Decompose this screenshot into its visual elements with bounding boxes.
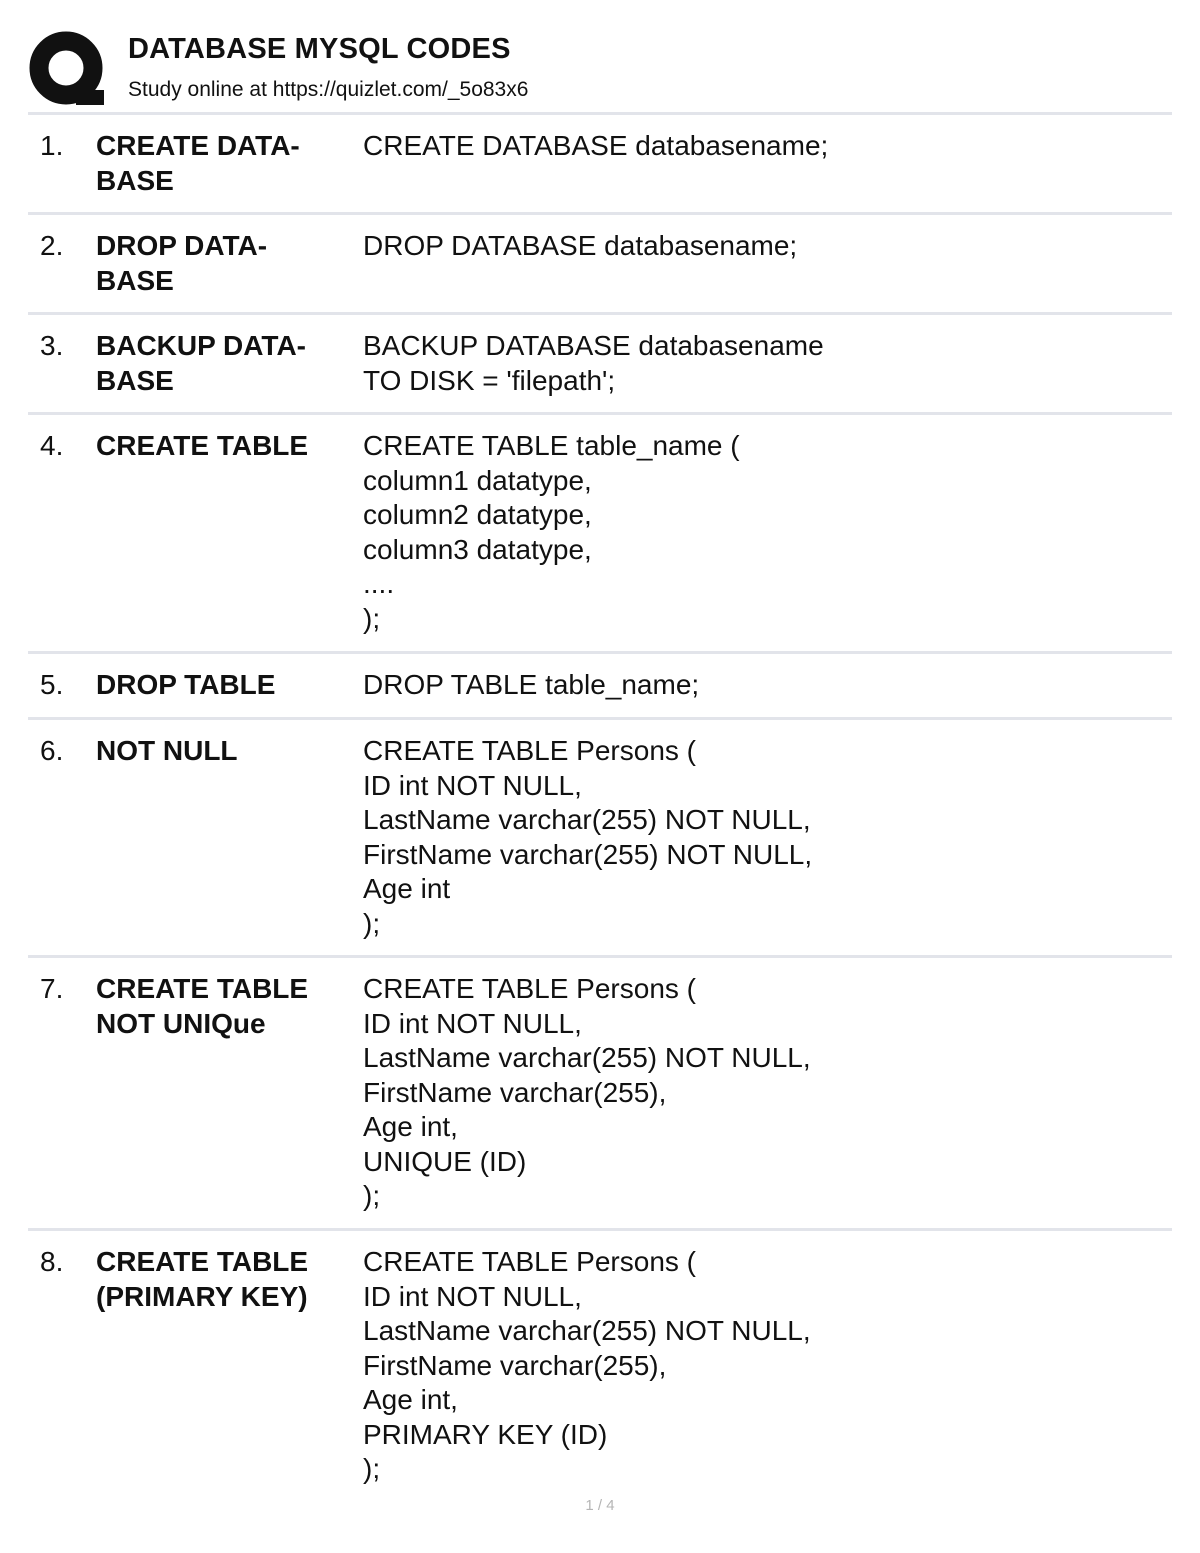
card-definition: DROP DATABASE databasename; <box>363 230 798 261</box>
flashcard-row <box>28 215 1172 315</box>
card-definition: DROP TABLE table_name; <box>363 669 700 700</box>
flashcard-row <box>28 720 1172 958</box>
card-term: CREATE TABLE NOT UNIQue <box>96 973 309 1039</box>
card-definition: CREATE TABLE table_name ( column1 datatype, column2 datatype, column3 datatype, .... ); <box>363 430 740 634</box>
page-header <box>28 28 1172 112</box>
card-term: CREATE TABLE <box>96 430 309 461</box>
flashcard-row <box>28 958 1172 1231</box>
card-number: 6. <box>40 735 64 766</box>
page-title: DATABASE MYSQL CODES <box>128 33 511 65</box>
card-number: 4. <box>40 430 64 461</box>
page-indicator: 1 / 4 <box>585 1497 615 1514</box>
card-definition: BACKUP DATABASE databasename TO DISK = 'filepath'; <box>363 330 824 396</box>
card-number: 2. <box>40 230 64 261</box>
card-number: 8. <box>40 1246 64 1277</box>
flashcard-row <box>28 415 1172 654</box>
card-term: BACKUP DATA- BASE <box>96 330 306 396</box>
card-number: 1. <box>40 130 64 161</box>
card-definition: CREATE TABLE Persons ( ID int NOT NULL, LastName varchar(255) NOT NULL, FirstName varchar(255), Age int, PRIMARY KEY (ID) ); <box>363 1246 811 1484</box>
card-term: DROP TABLE <box>96 669 276 700</box>
card-term: CREATE TABLE (PRIMARY KEY) <box>96 1246 309 1312</box>
card-number: 5. <box>40 669 64 700</box>
card-definition: CREATE DATABASE databasename; <box>363 130 829 161</box>
card-term: CREATE DATA- BASE <box>96 130 300 196</box>
flashcard-row <box>28 115 1172 215</box>
card-number: 7. <box>40 973 64 1004</box>
card-number: 3. <box>40 330 64 361</box>
card-term: NOT NULL <box>96 735 238 766</box>
card-term: DROP DATA- BASE <box>96 230 268 296</box>
quizlet-logo-icon <box>28 30 108 110</box>
flashcard-list <box>28 112 1172 1493</box>
flashcard-row <box>28 315 1172 415</box>
study-link-text: Study online at https://quizlet.com/_5o83x6 <box>128 78 529 101</box>
flashcard-row <box>28 654 1172 720</box>
card-definition: CREATE TABLE Persons ( ID int NOT NULL, LastName varchar(255) NOT NULL, FirstName varchar(255), Age int, UNIQUE (ID) ); <box>363 973 811 1211</box>
flashcard-row <box>28 1231 1172 1493</box>
card-definition: CREATE TABLE Persons ( ID int NOT NULL, LastName varchar(255) NOT NULL, FirstName varchar(255) NOT NULL, Age int ); <box>363 735 813 939</box>
